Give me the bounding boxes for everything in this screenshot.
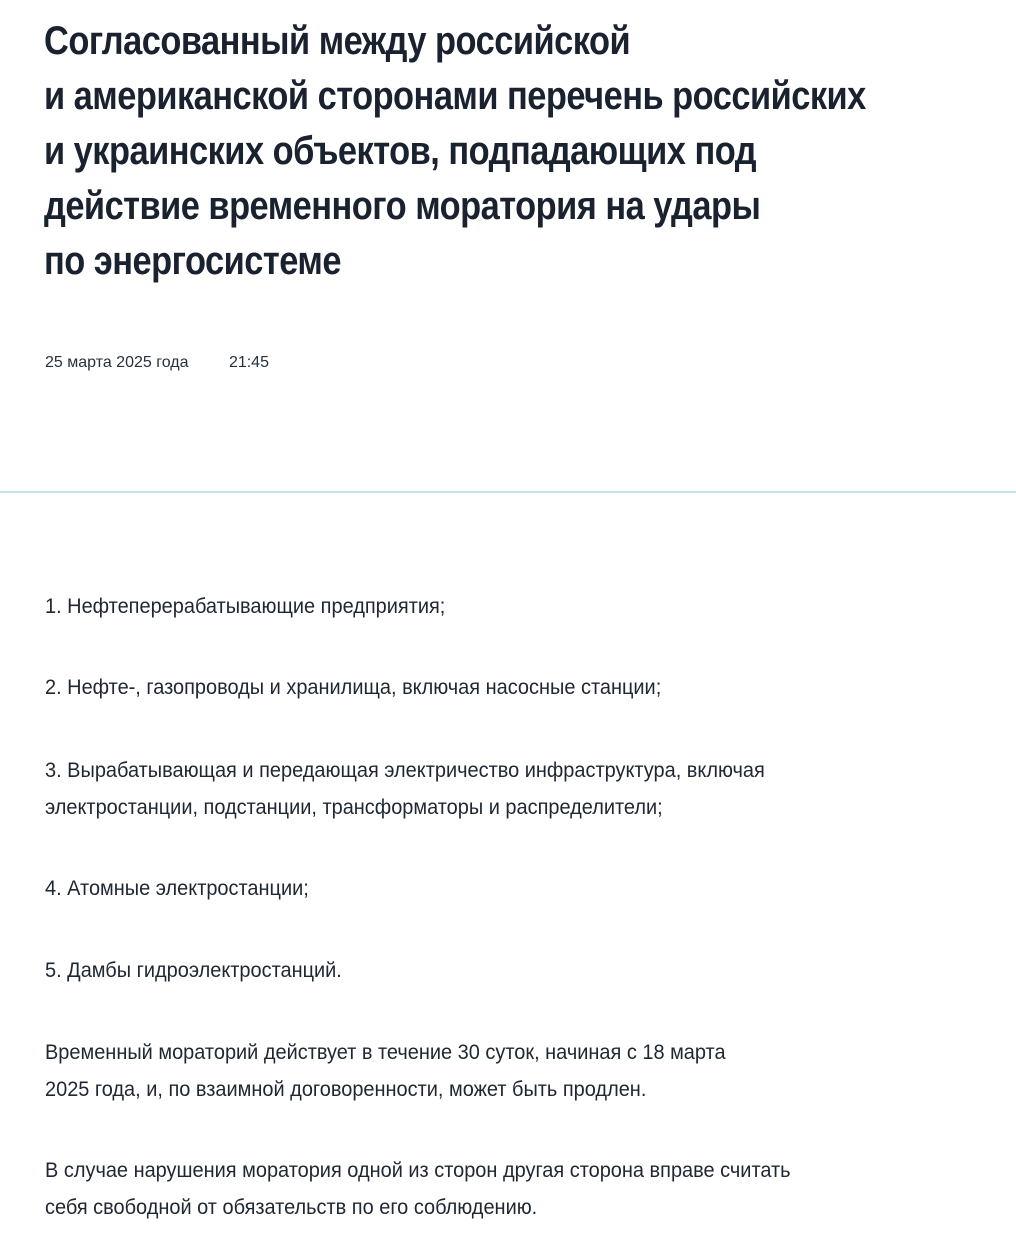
article-title [44, 14, 1006, 289]
paragraph-2-line-1: В случае нарушения моратория одной из сторон другая сторона вправе считать [45, 1159, 791, 1182]
publish-time: 21:45 [228, 354, 269, 371]
paragraph-1-line-1: Временный мораторий действует в течение 30 суток, начиная с 18 марта [45, 1041, 726, 1064]
section-divider [0, 491, 1016, 493]
title-line: и украинских объектов, подпадающих под [44, 129, 757, 173]
title-line: действие временного моратория на удары [44, 184, 761, 228]
list-item-2: 2. Нефте-, газопроводы и хранилища, включая насосные станции; [45, 676, 662, 699]
list-item-1: 1. Нефтеперерабатывающие предприятия; [45, 595, 446, 618]
publish-date: 25 марта 2025 года [45, 354, 189, 371]
paragraph-2-line-2: себя свободной от обязательств по его соблюдению. [45, 1196, 538, 1219]
list-item-4: 4. Атомные электростанции; [45, 877, 309, 900]
article-meta [45, 354, 269, 372]
title-line: по энергосистеме [44, 239, 341, 283]
list-item-3-line-1: 3. Вырабатывающая и передающая электричество инфраструктура, включая [45, 759, 765, 782]
paragraph-1-line-2: 2025 года, и, по взаимной договоренности, может быть продлен. [45, 1078, 647, 1101]
list-item-3-line-2: электростанции, подстанции, трансформаторы и распределители; [45, 796, 663, 819]
list-item-5: 5. Дамбы гидроэлектростанций. [45, 959, 342, 982]
title-line: Согласованный между российской [44, 19, 631, 63]
title-line: и американской сторонами перечень российских [44, 74, 866, 118]
